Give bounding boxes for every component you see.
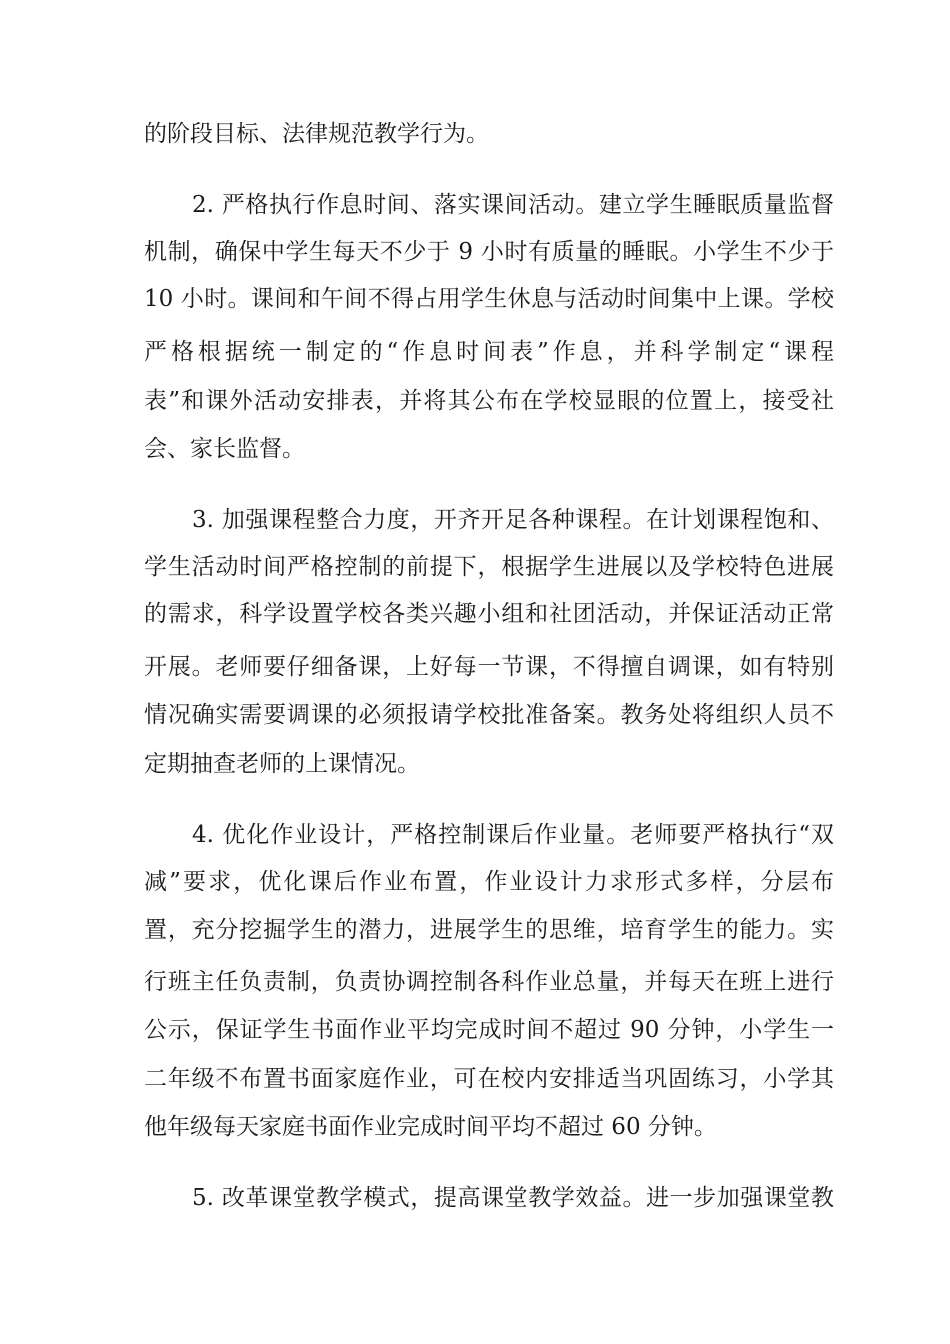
paragraph-0-line-1: 的阶段目标、法律规范教学行为。 xyxy=(144,121,489,147)
paragraph-4-line-3: 置，充分挖掘学生的潜力，进展学生的思维，培育学生的能力。实 xyxy=(144,917,834,943)
paragraph-4-line-7: 他年级每天家庭书面作业完成时间平均不超过 60 分钟。 xyxy=(144,1114,717,1140)
paragraph-3-line-5: 情况确实需要调课的必须报请学校批准备案。教务处将组织人员不 xyxy=(144,702,834,728)
paragraph-2-line-5: 表”和课外活动安排表，并将其公布在学校显眼的位置上，接受社 xyxy=(144,388,834,414)
paragraph-4-line-2: 减”要求，优化课后作业布置，作业设计力求形式多样，分层布 xyxy=(144,869,834,895)
paragraph-2-line-1: 2. 严格执行作息时间、落实课间活动。建立学生睡眠质量监督 xyxy=(192,192,834,218)
paragraph-2-line-3: 10 小时。课间和午间不得占用学生休息与活动时间集中上课。学校 xyxy=(144,286,834,312)
paragraph-2-line-6: 会、家长监督。 xyxy=(144,436,305,462)
paragraph-4-line-4: 行班主任负责制，负责协调控制各科作业总量，并每天在班上进行 xyxy=(144,969,834,995)
paragraph-2-line-4: 严格根据统一制定的“作息时间表”作息，并科学制定“课程 xyxy=(144,339,834,365)
paragraph-4-line-6: 二年级不布置书面家庭作业，可在校内安排适当巩固练习，小学其 xyxy=(144,1066,834,1092)
paragraph-4-line-1: 4. 优化作业设计，严格控制课后作业量。老师要严格执行“双 xyxy=(192,822,834,848)
paragraph-3-line-6: 定期抽查老师的上课情况。 xyxy=(144,751,420,777)
paragraph-3-line-2: 学生活动时间严格控制的前提下，根据学生进展以及学校特色进展 xyxy=(144,554,834,580)
paragraph-3-line-1: 3. 加强课程整合力度，开齐开足各种课程。在计划课程饱和、 xyxy=(192,507,834,533)
paragraph-3-line-3: 的需求，科学设置学校各类兴趣小组和社团活动，并保证活动正常 xyxy=(144,601,834,627)
paragraph-3-line-4: 开展。老师要仔细备课，上好每一节课，不得擅自调课，如有特别 xyxy=(144,654,834,680)
paragraph-5-line-1: 5. 改革课堂教学模式，提高课堂教学效益。进一步加强课堂教 xyxy=(192,1185,834,1211)
paragraph-2-line-2: 机制，确保中学生每天不少于 9 小时有质量的睡眠。小学生不少于 xyxy=(144,239,834,265)
paragraph-4-line-5: 公示，保证学生书面作业平均完成时间不超过 90 分钟，小学生一 xyxy=(144,1017,834,1043)
